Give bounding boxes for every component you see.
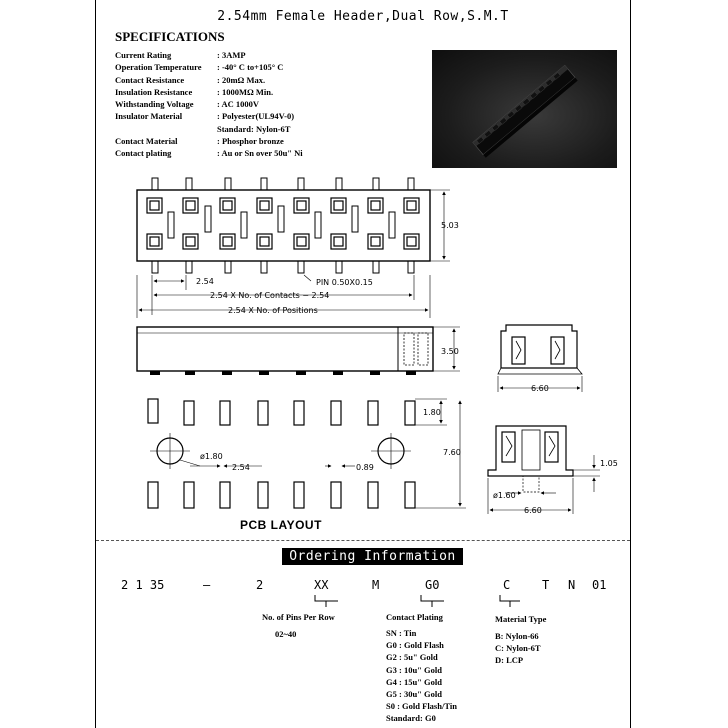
specifications-heading: SPECIFICATIONS — [115, 29, 225, 44]
spec-value: Standard: Nylon-6T — [217, 123, 291, 134]
spec-value: : 20mΩ Max. — [217, 74, 266, 85]
dim-positions-length: 2.54 X No. of Positions — [228, 306, 318, 315]
top-pin-tabs — [152, 178, 414, 273]
spec-key: Contact Material — [115, 136, 178, 147]
plating-option: S0 : Gold Flash/Tin — [386, 701, 457, 712]
material-list — [495, 630, 541, 667]
pcb-pads-top — [148, 399, 415, 425]
dim-height-5-03: 5.03 — [441, 221, 459, 230]
plating-list — [386, 627, 457, 725]
dim-offset-0-89: 0.89 — [356, 463, 374, 472]
spec-key: Insulator Material — [115, 111, 183, 122]
pcb-pads-bottom — [148, 482, 415, 508]
dim-width-6-60-upper: 6.60 — [531, 384, 549, 393]
spec-key: Operation Temperature — [115, 62, 202, 73]
spec-key: Withstanding Voltage — [115, 99, 194, 110]
code-plating: G0 — [425, 578, 440, 592]
spec-value: : 1000MΩ Min. — [217, 86, 274, 97]
spec-value: : AC 1000V — [217, 99, 260, 110]
pins-label: No. of Pins Per Row — [262, 612, 335, 622]
code-pins: XX — [314, 578, 329, 592]
ordering-divider — [96, 540, 630, 541]
top-slots — [168, 206, 395, 238]
ordering-brackets — [315, 595, 520, 607]
code-dash: — — [203, 578, 211, 592]
dim-pcb-pitch-2-54: 2.54 — [232, 463, 250, 472]
dim-pad-1-80: 1.80 — [423, 408, 441, 417]
plating-standard: Standard: G0 — [386, 713, 436, 724]
plating-option: G5 : 30u" Gold — [386, 689, 442, 700]
spec-value: : Au or Sn over 50u" Ni — [217, 148, 303, 159]
spec-key: Insulation Resistance — [115, 86, 193, 97]
end-view-lower — [488, 426, 573, 492]
code-row: 2 — [256, 578, 264, 592]
dim-peg-dia-1-60: ø1.60 — [493, 491, 516, 500]
code-m: M — [372, 578, 380, 592]
dim-hole-dia-1-80: ø1.80 — [200, 452, 223, 461]
material-option: C: Nylon-6T — [495, 643, 541, 654]
plating-option: G3 : 10u" Gold — [386, 664, 442, 675]
plating-option: G4 : 15u" Gold — [386, 676, 442, 687]
spec-key: Current Rating — [115, 50, 172, 60]
plating-label: Contact Plating — [386, 612, 443, 622]
code-suffix: 01 — [592, 578, 607, 592]
dim-height-3-50: 3.50 — [441, 347, 459, 356]
end-view-upper — [498, 325, 582, 374]
material-label: Material Type — [495, 614, 547, 624]
dim-contacts-length: 2.54 X No. of Contacts − 2.54 — [210, 291, 330, 300]
dim-pitch-2-54: 2.54 — [196, 277, 214, 286]
material-option: D: LCP — [495, 655, 524, 666]
spec-value: : 3AMP — [217, 50, 246, 60]
plating-option: G2 : 5u" Gold — [386, 652, 438, 663]
spec-value: : Phosphor bronze — [217, 136, 284, 147]
plating-option: G0 : Gold Flash — [386, 640, 444, 651]
code-prefix: 2 1 35 — [121, 578, 165, 592]
code-t: T — [542, 578, 550, 592]
spec-key: Contact Resistance — [115, 74, 185, 85]
document-title: 2.54mm Female Header,Dual Row,S.M.T — [217, 9, 509, 24]
spec-value: : Polyester(UL94V-0) — [217, 111, 295, 122]
spec-value: : -40° C to+105° C — [217, 62, 284, 73]
dim-span-7-60: 7.60 — [443, 448, 461, 457]
side-view-body — [137, 327, 433, 371]
ordering-information-title: Ordering Information — [282, 548, 463, 565]
material-option: B: Nylon-66 — [495, 631, 539, 641]
dim-standoff-1-05: 1.05 — [600, 459, 618, 468]
dim-width-6-60-lower: 6.60 — [524, 506, 542, 515]
pins-range: 02~40 — [275, 629, 297, 639]
pcb-layout-label: PCB LAYOUT — [240, 518, 322, 532]
plating-option: SN : Tin — [386, 628, 417, 638]
code-n: N — [568, 578, 576, 592]
dim-pin-size: PIN 0.50X0.15 — [316, 278, 373, 287]
spec-key: Contact plating — [115, 148, 172, 159]
code-material: C — [503, 578, 511, 592]
